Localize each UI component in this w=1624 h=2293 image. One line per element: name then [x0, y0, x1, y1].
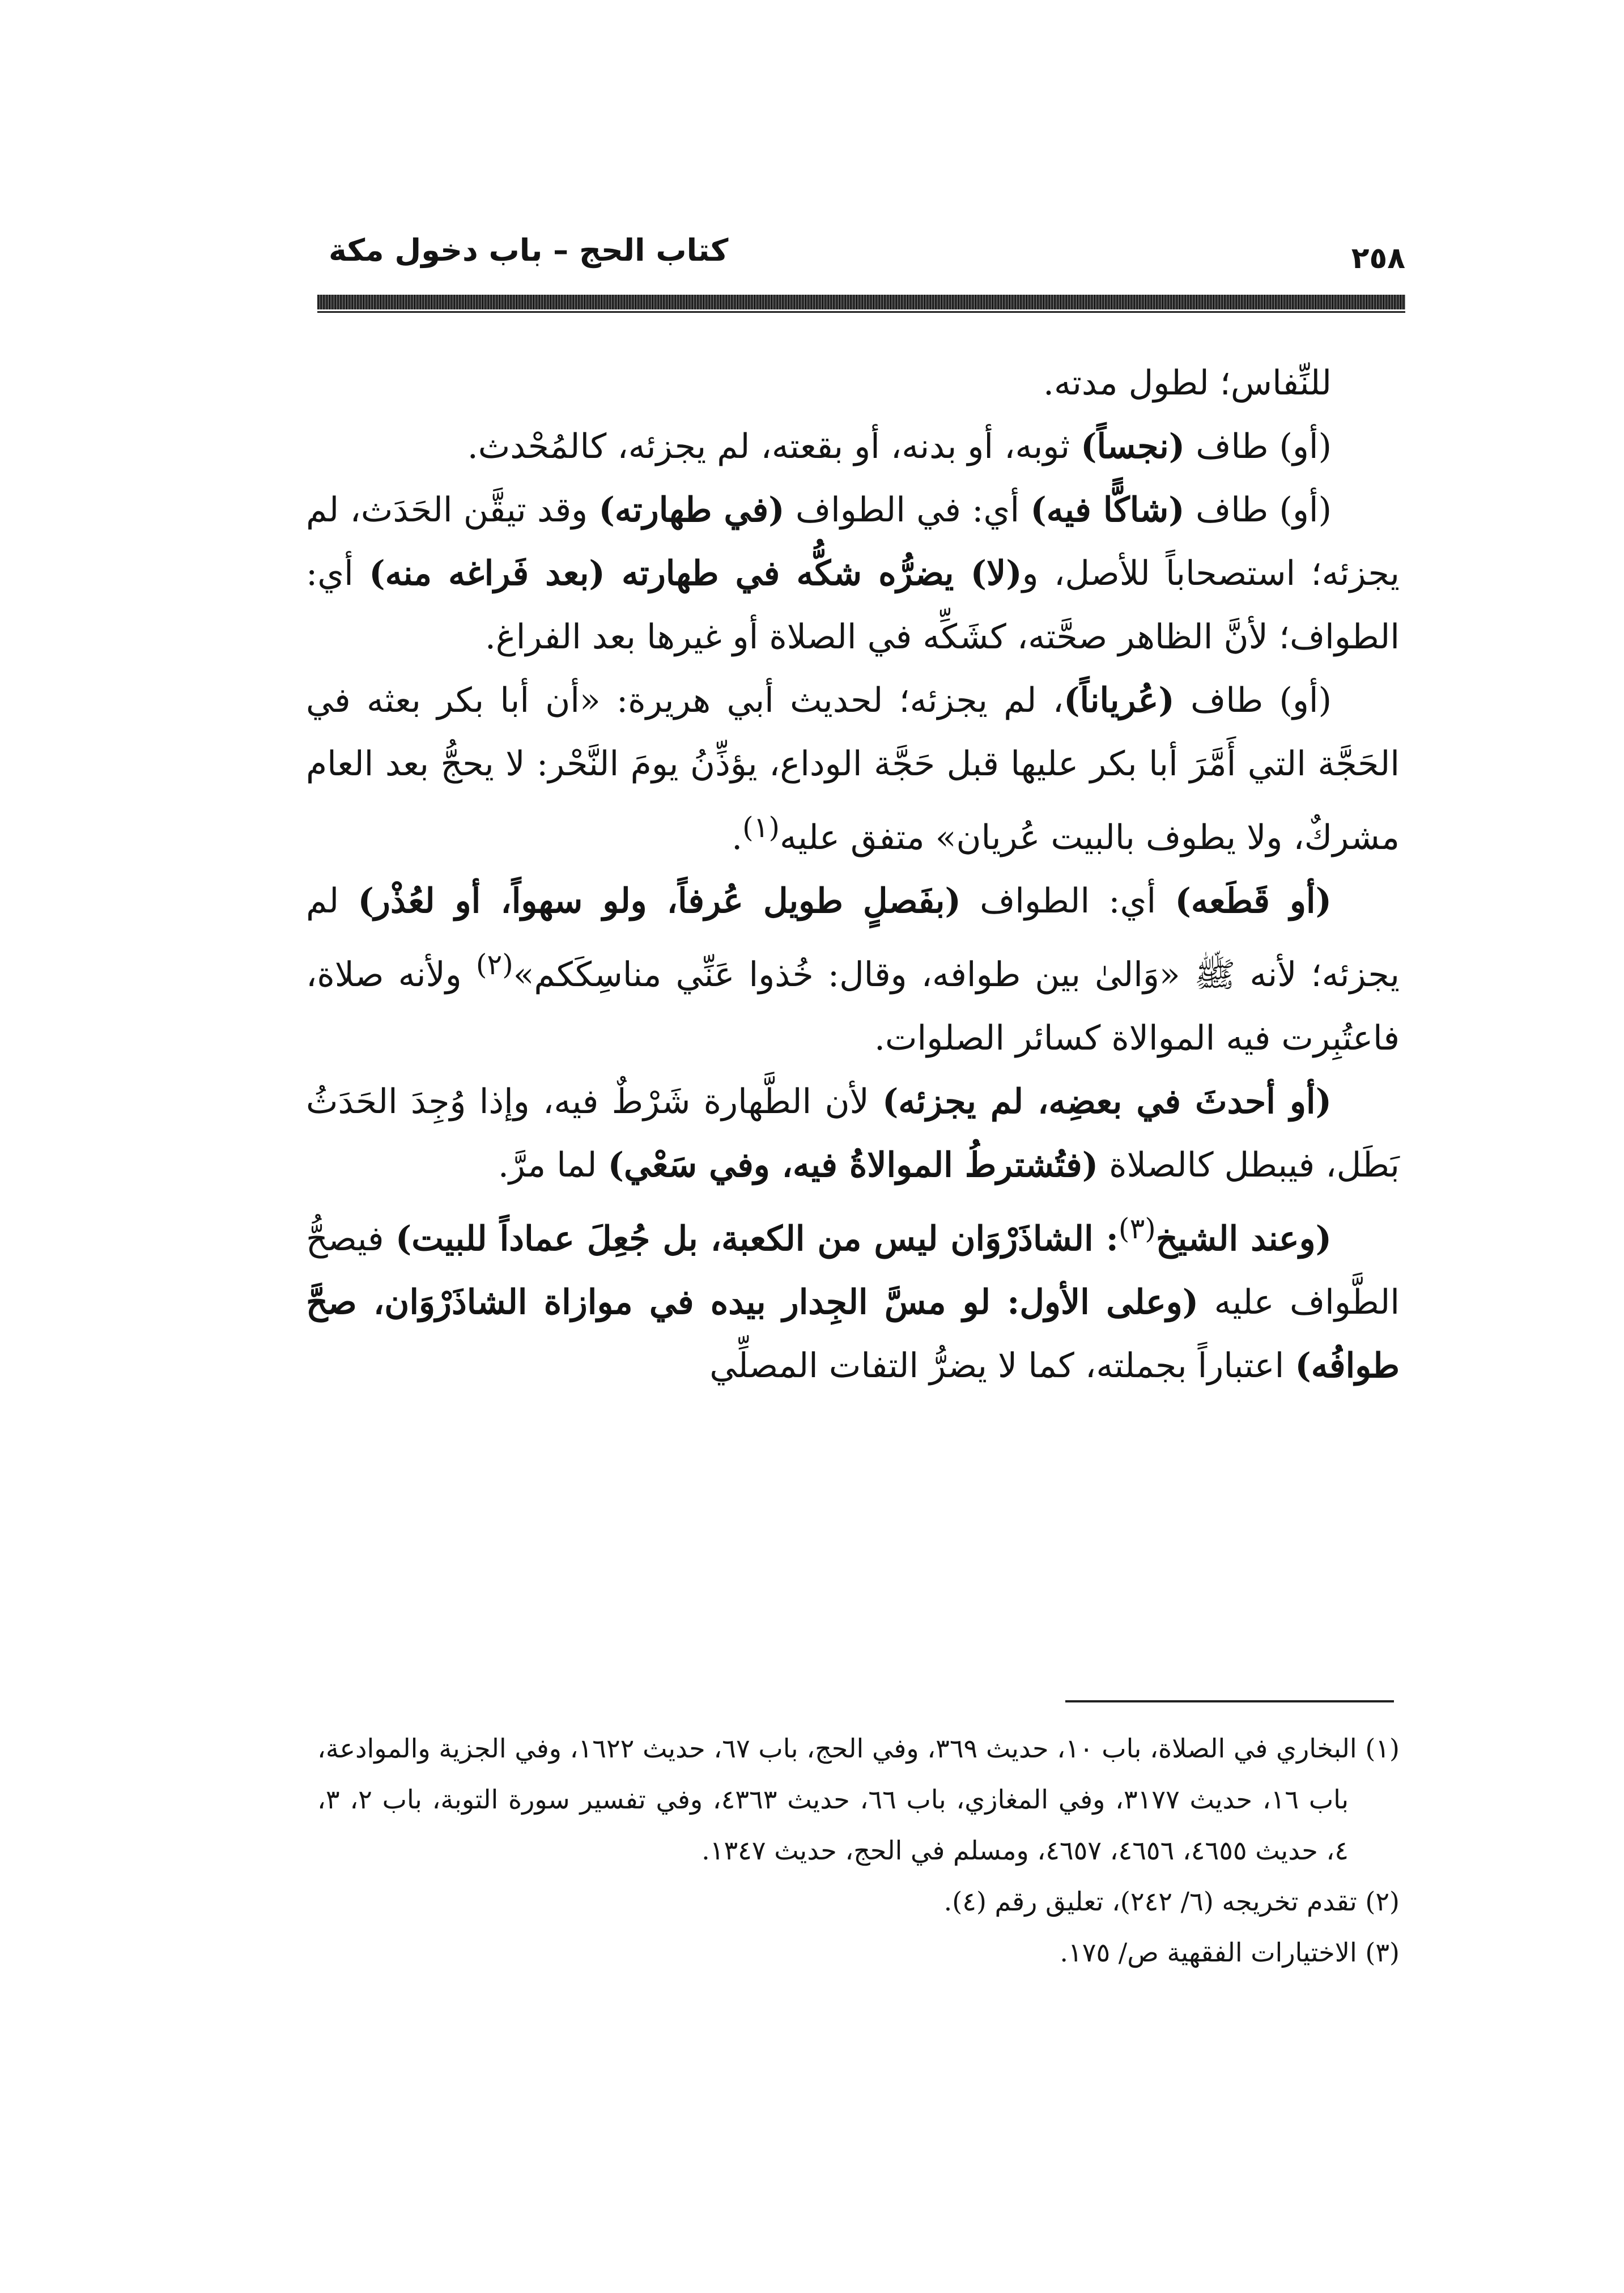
footnote-ref: (٣) — [1118, 1212, 1156, 1245]
text-run: ثوبه، أو بدنه، أو بقعته، لم يجزئه، كالمُحْدث. — [467, 427, 1081, 466]
footnote-1: (١) البخاري في الصلاة، باب ١٠، حديث ٣٦٩، وفي الحج، باب ٦٧، حديث ١٦٢٢، وفي الجزية والموادعة، باب ١٦، حديث ٣١٧٧، وفي المغازي، باب ٦٦، حديث ٤٣٦٣، وفي تفسير سورة التوبة، باب ٢، ٣، ٤، حديث ٤٦٥٥، ٤٦٥٦، ٤٦٥٧، ومسلم في الحج، حديث ١٣٤٧. — [317, 1733, 1400, 1866]
text-run: للنِّفاس؛ لطول مدته. — [1043, 363, 1332, 403]
footnote-3: (٣) الاختيارات الفقهية ص/ ١٧٥. — [1060, 1937, 1400, 1968]
text-run: (أو) طاف — [1185, 427, 1332, 466]
text-run: أي: في الطواف — [784, 490, 1031, 530]
matn-term: (بفَصلٍ طويل عُرفاً، ولو سهواً، أو لعُذْر) — [358, 881, 961, 921]
paragraph — [306, 478, 1400, 669]
footnote-ref: (١) — [742, 811, 780, 844]
paragraph — [306, 869, 1400, 1070]
footnote-2: (٢) تقدم تخريجه (٦/ ٢٤٢)، تعليق رقم (٤). — [943, 1886, 1400, 1917]
matn-term: : الشاذَرْوَان ليس من الكعبة، بل جُعِلَ عماداً للبيت) — [395, 1219, 1119, 1259]
text-run: فيصحُّ الطَّواف عليه — [306, 1219, 1400, 1322]
running-header — [317, 232, 1405, 283]
matn-term: (شاكًّا فيه) — [1030, 490, 1185, 530]
text-run: ، لم يجزئه؛ لحديث أبي هريرة: «أن أبا بكر بعثه في الحَجَّة التي أَمَّرَ أبا بكر عليها قبل حَجَّة الوداع، يؤذِّنُ يومَ النَّحْر: لا يحجُّ بعد العام مشركٌ، ولا يطوف بالبيت عُريان» متفق عليه — [306, 681, 1400, 857]
matn-term: (فتُشترطُ الموالاةُ فيه، وفي سَعْي) — [607, 1145, 1099, 1185]
footnotes — [317, 1723, 1400, 1978]
matn-term: (في طهارته) — [598, 490, 785, 530]
text-run: لما مرَّ. — [498, 1145, 608, 1185]
text-run: اعتباراً بجملته، كما لا يضرُّ التفات المصلِّي — [709, 1346, 1295, 1386]
footnote-separator — [1065, 1700, 1394, 1702]
header-rule — [317, 295, 1405, 309]
text-run: ولأنه صلاة، فاعتُبِرت فيه الموالاة كسائر الصلوات. — [306, 955, 1400, 1058]
text-run: أي: الطواف؛ لأنَّ الظاهر صحَّته، كشَكِّه في الصلاة أو غيرها بعد الفراغ. — [306, 554, 1400, 657]
matn-term: (عُرياناً) — [1064, 681, 1175, 720]
matn-term: (وعند الشيخ — [1155, 1219, 1332, 1259]
text-run: لأن الطَّهارة شَرْطٌ فيه، وإذا وُجِدَ الحَدَثُ بَطَل، فيبطل كالصلاة — [306, 1082, 1400, 1185]
matn-term: (وعلى الأول: لو مسَّ الجِدار بيده في موازاة الشاذَرْوَان، صحَّ طوافُه) — [306, 1283, 1400, 1386]
paragraph — [306, 1070, 1400, 1197]
matn-term: (لا) يضرُّه شكُّه في طهارته (بعد فَراغه منه) — [369, 554, 1022, 593]
paragraph — [306, 1197, 1400, 1398]
text-run: (أو) طاف — [1184, 490, 1332, 530]
matn-term: (أو أحدثَ في بعضِه، لم يجزئه) — [882, 1082, 1332, 1122]
text-run: . — [732, 818, 743, 857]
running-title: كتاب الحج – باب دخول مكة — [329, 232, 729, 268]
paragraph — [306, 669, 1400, 869]
paragraph — [306, 351, 1400, 415]
footnote-ref: (٢) — [475, 948, 513, 981]
text-run: لم يجزئه؛ لأنه ﷺ «وَالىٰ بين طوافه، وقال: خُذوا عَنِّي مناسِكَكم» — [306, 881, 1400, 995]
paragraph — [306, 415, 1400, 478]
text-run: (أو) طاف — [1174, 681, 1332, 720]
matn-term: (نجساً) — [1081, 427, 1185, 466]
body-text — [306, 351, 1400, 1398]
text-run: وقد تيقَّن الحَدَث، لم يجزئه؛ استصحاباً للأصل، و — [306, 490, 1400, 593]
text-run: أي: الطواف — [960, 881, 1175, 921]
matn-term: (أو قَطَعه) — [1175, 881, 1332, 921]
page-number: ٢٥٨ — [1351, 241, 1405, 275]
